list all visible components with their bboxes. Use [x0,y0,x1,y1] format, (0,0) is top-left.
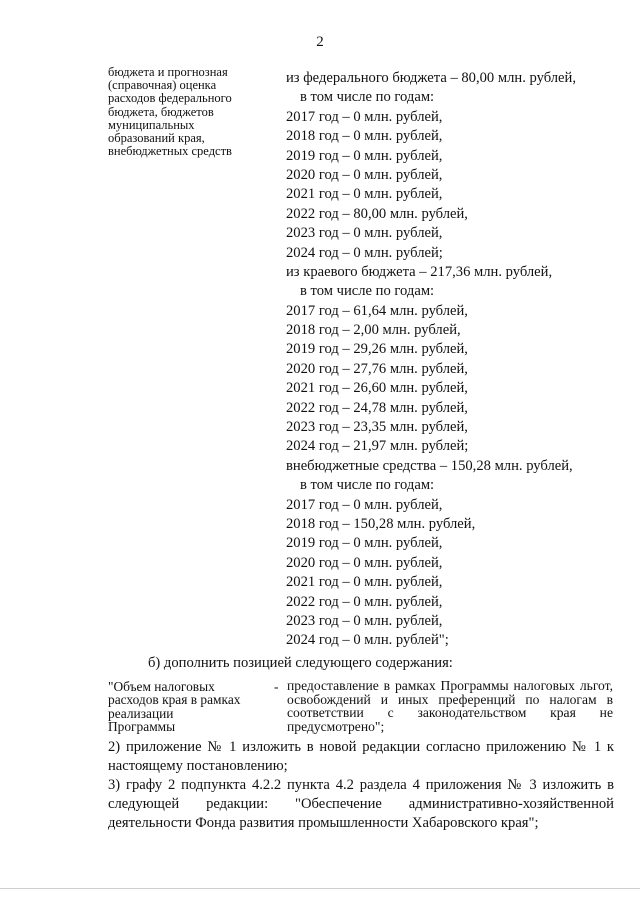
financing-line: из краевого бюджета – 217,36 млн. рублей, [286,263,553,280]
tax-expenditure-label-line: расходов края в рамках [108,692,241,708]
financing-line: 2024 год – 0 млн. рублей"; [286,632,449,649]
financing-breakdown [286,69,616,651]
financing-line: 2019 год – 0 млн. рублей, [286,535,443,552]
financing-line: 2021 год – 0 млн. рублей, [286,574,443,591]
financing-line: в том числе по годам: [300,89,435,106]
financing-line: 2022 год – 0 млн. рублей, [286,593,443,610]
financing-label-line: муниципальных [108,117,195,132]
financing-line: в том числе по годам: [300,283,435,300]
financing-line: из федерального бюджета – 80,00 млн. рублей, [286,70,576,86]
financing-line: 2017 год – 0 млн. рублей, [286,108,443,125]
tax-expenditure-label-line: реализации [108,705,174,721]
financing-line: 2023 год – 0 млн. рублей, [286,612,443,629]
financing-line: 2020 год – 27,76 млн. рублей, [286,360,468,377]
financing-label-line: (справочная) оценка [108,78,217,93]
financing-line: 2018 год – 150,28 млн. рублей, [286,515,476,532]
financing-line: 2021 год – 26,60 млн. рублей, [286,380,468,397]
tax-expenditure-label [108,680,273,734]
financing-line: 2024 год – 21,97 млн. рублей; [286,438,469,455]
tax-expenditure-label-line: Программы [108,719,176,735]
financing-line: 2018 год – 0 млн. рублей, [286,128,443,145]
page-number: 2 [316,34,324,50]
financing-line: 2024 год – 0 млн. рублей; [286,244,443,261]
financing-label-line: расходов федерального [108,91,232,106]
financing-label-column [108,66,283,158]
financing-line: 2020 год – 0 млн. рублей, [286,166,443,183]
financing-line: 2021 год – 0 млн. рублей, [286,186,443,203]
financing-label-line: бюджета и прогнозная [108,65,228,79]
paragraph-2: 2) приложение № 1 изложить в новой редакции согласно приложению № 1 к настоящему постановлению; [108,739,614,774]
financing-line: 2022 год – 24,78 млн. рублей, [286,399,468,416]
paragraph-3: 3) графу 2 подпункта 4.2.2 пункта 4.2 раздела 4 приложения № 3 изложить в следующей редакции: "Обеспечение административно-хозяйственной деятельности Фонда развития промышленности Хабаровского края"; [108,777,614,831]
financing-line: 2019 год – 0 млн. рублей, [286,147,443,164]
tax-expenditure-text: предоставление в рамках Программы налоговых льгот, освобождений и иных преференций по налогам в соответствии с законодательством края не предусмотрено"; [287,678,613,734]
financing-line: 2019 год – 29,26 млн. рублей, [286,341,468,358]
financing-line: 2023 год – 0 млн. рублей, [286,225,443,242]
financing-line: 2020 год – 0 млн. рублей, [286,554,443,571]
financing-label-line: внебюджетных средств [108,144,232,159]
tax-expenditure-label-line: "Объем налоговых [108,679,215,694]
financing-label-line: бюджета, бюджетов [108,104,214,119]
financing-line: 2023 год – 23,35 млн. рублей, [286,419,468,436]
item-b-text: б) дополнить позицией следующего содержания: [148,655,453,671]
financing-line: в том числе по годам: [300,477,435,494]
financing-line: 2017 год – 61,64 млн. рублей, [286,302,468,319]
financing-line: 2018 год – 2,00 млн. рублей, [286,322,461,339]
financing-line: 2017 год – 0 млн. рублей, [286,496,443,513]
position-dash: - [274,679,279,694]
financing-label-line: образований края, [108,131,205,146]
financing-line: 2022 год – 80,00 млн. рублей, [286,205,468,222]
financing-line: внебюджетные средства – 150,28 млн. рублей, [286,457,573,474]
scan-edge-line [0,888,640,889]
